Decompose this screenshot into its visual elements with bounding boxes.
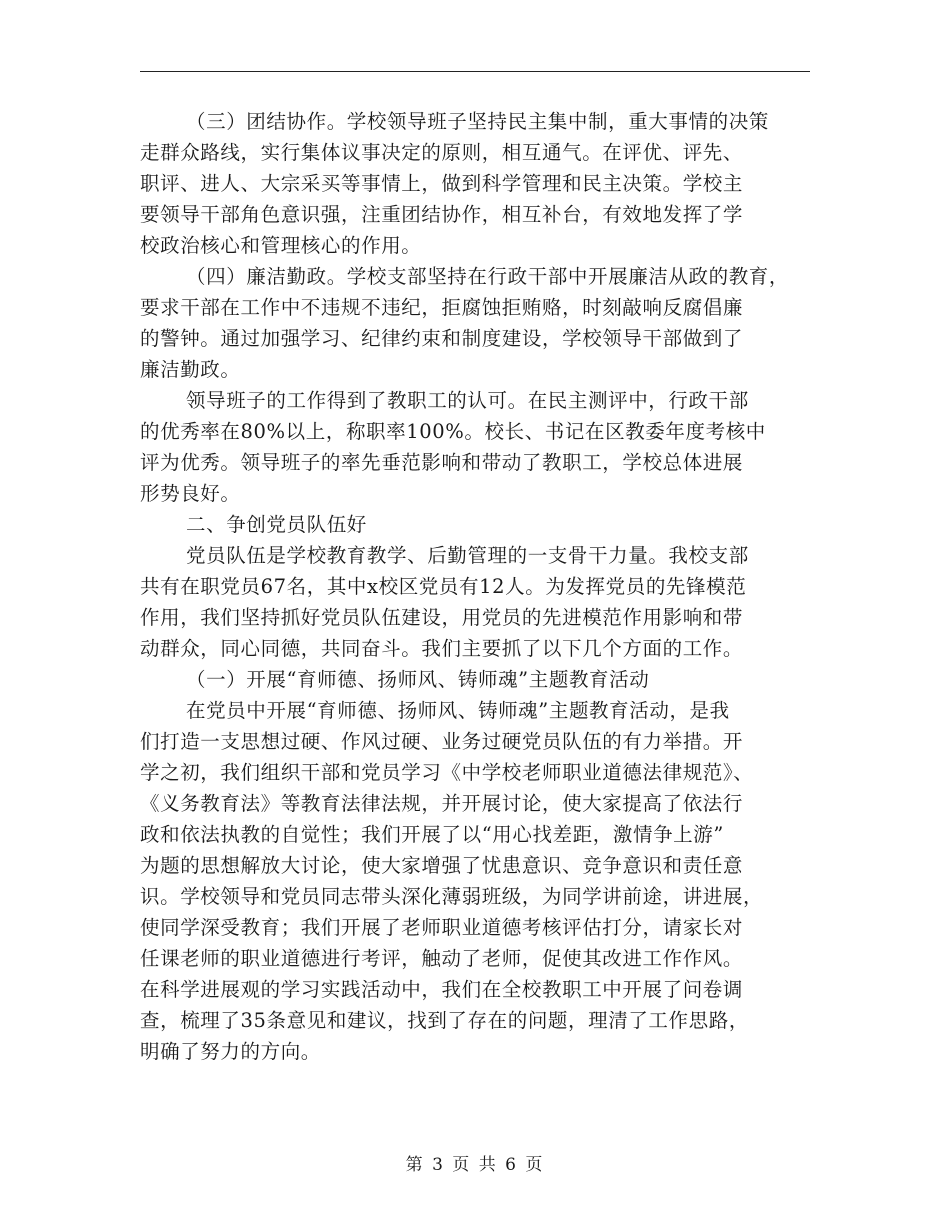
text-line: 政和依法执教的自觉性；我们开展了以“用心找差距，激情争上游” — [140, 823, 724, 846]
text-line: 领导班子的工作得到了教职工的认可。在民主测评中，行政干部 — [186, 389, 749, 412]
text-line: 学之初，我们组织干部和党员学习《中学校老师职业道德法律规范》、 — [140, 761, 754, 784]
text-line: 明确了努力的方向。 — [140, 1040, 321, 1063]
text-line: 使同学深受教育；我们开展了老师职业道德考核评估打分，请家长对 — [140, 916, 744, 939]
text-line: 共有在职党员67名，其中x校区党员有12人。为发挥党员的先锋模范 — [140, 575, 747, 598]
text-line: 要求干部在工作中不违规不违纪，拒腐蚀拒贿赂，时刻敲响反腐倡廉 — [140, 296, 744, 319]
text-line: 校政治核心和管理核心的作用。 — [140, 234, 422, 257]
text-line: 廉洁勤政。 — [140, 358, 241, 381]
text-line: 识。学校领导和党员同志带头深化薄弱班级，为同学讲前途，讲进展， — [140, 885, 764, 908]
text-line: 在科学进展观的学习实践活动中，我们在全校教职工中开展了问卷调 — [140, 978, 744, 1001]
text-line: 党员队伍是学校教育教学、后勤管理的一支骨干力量。我校支部 — [186, 544, 749, 567]
text-line: 的警钟。通过加强学习、纪律约束和制度建设，学校领导干部做到了 — [140, 327, 744, 350]
text-line: （一）开展“育师德、扬师风、铸师魂”主题教育活动 — [186, 668, 650, 691]
text-line: 二、争创党员队伍好 — [186, 513, 367, 536]
text-line: 走群众路线，实行集体议事决定的原则，相互通气。在评优、评先、 — [140, 141, 744, 164]
header-rule — [140, 71, 810, 72]
page-footer: 第 3 页 共 6 页 — [405, 1155, 545, 1175]
text-line: 任课老师的职业道德进行考评，触动了老师，促使其改进工作作风。 — [140, 947, 744, 970]
body-text — [140, 106, 820, 1067]
text-line: 形势良好。 — [140, 482, 241, 505]
text-line: 职评、进人、大宗采买等事情上，做到科学管理和民主决策。学校主 — [140, 172, 744, 195]
text-line: 作用，我们坚持抓好党员队伍建设，用党员的先进模范作用影响和带 — [140, 606, 744, 629]
text-line: 要领导干部角色意识强，注重团结协作，相互补台，有效地发挥了学 — [140, 203, 744, 226]
text-line: （三）团结协作。学校领导班子坚持民主集中制，重大事情的决策 — [186, 110, 769, 133]
text-line: 动群众，同心同德，共同奋斗。我们主要抓了以下几个方面的工作。 — [140, 637, 744, 660]
text-line: （四）廉洁勤政。学校支部坚持在行政干部中开展廉洁从政的教育， — [186, 265, 790, 288]
text-line: 们打造一支思想过硬、作风过硬、业务过硬党员队伍的有力举措。开 — [140, 730, 744, 753]
text-line: 的优秀率在80%以上，称职率100%。校长、书记在区教委年度考核中 — [140, 420, 766, 443]
text-line: 在党员中开展“育师德、扬师风、铸师魂”主题教育活动，是我 — [186, 699, 730, 722]
text-line: 为题的思想解放大讨论，使大家增强了忧患意识、竞争意识和责任意 — [140, 854, 744, 877]
text-line: 《义务教育法》等教育法律法规，并开展讨论，使大家提高了依法行 — [140, 792, 744, 815]
text-line: 查，梳理了35条意见和建议，找到了存在的问题，理清了工作思路， — [140, 1009, 749, 1032]
text-line: 评为优秀。领导班子的率先垂范影响和带动了教职工，学校总体进展 — [140, 451, 744, 474]
